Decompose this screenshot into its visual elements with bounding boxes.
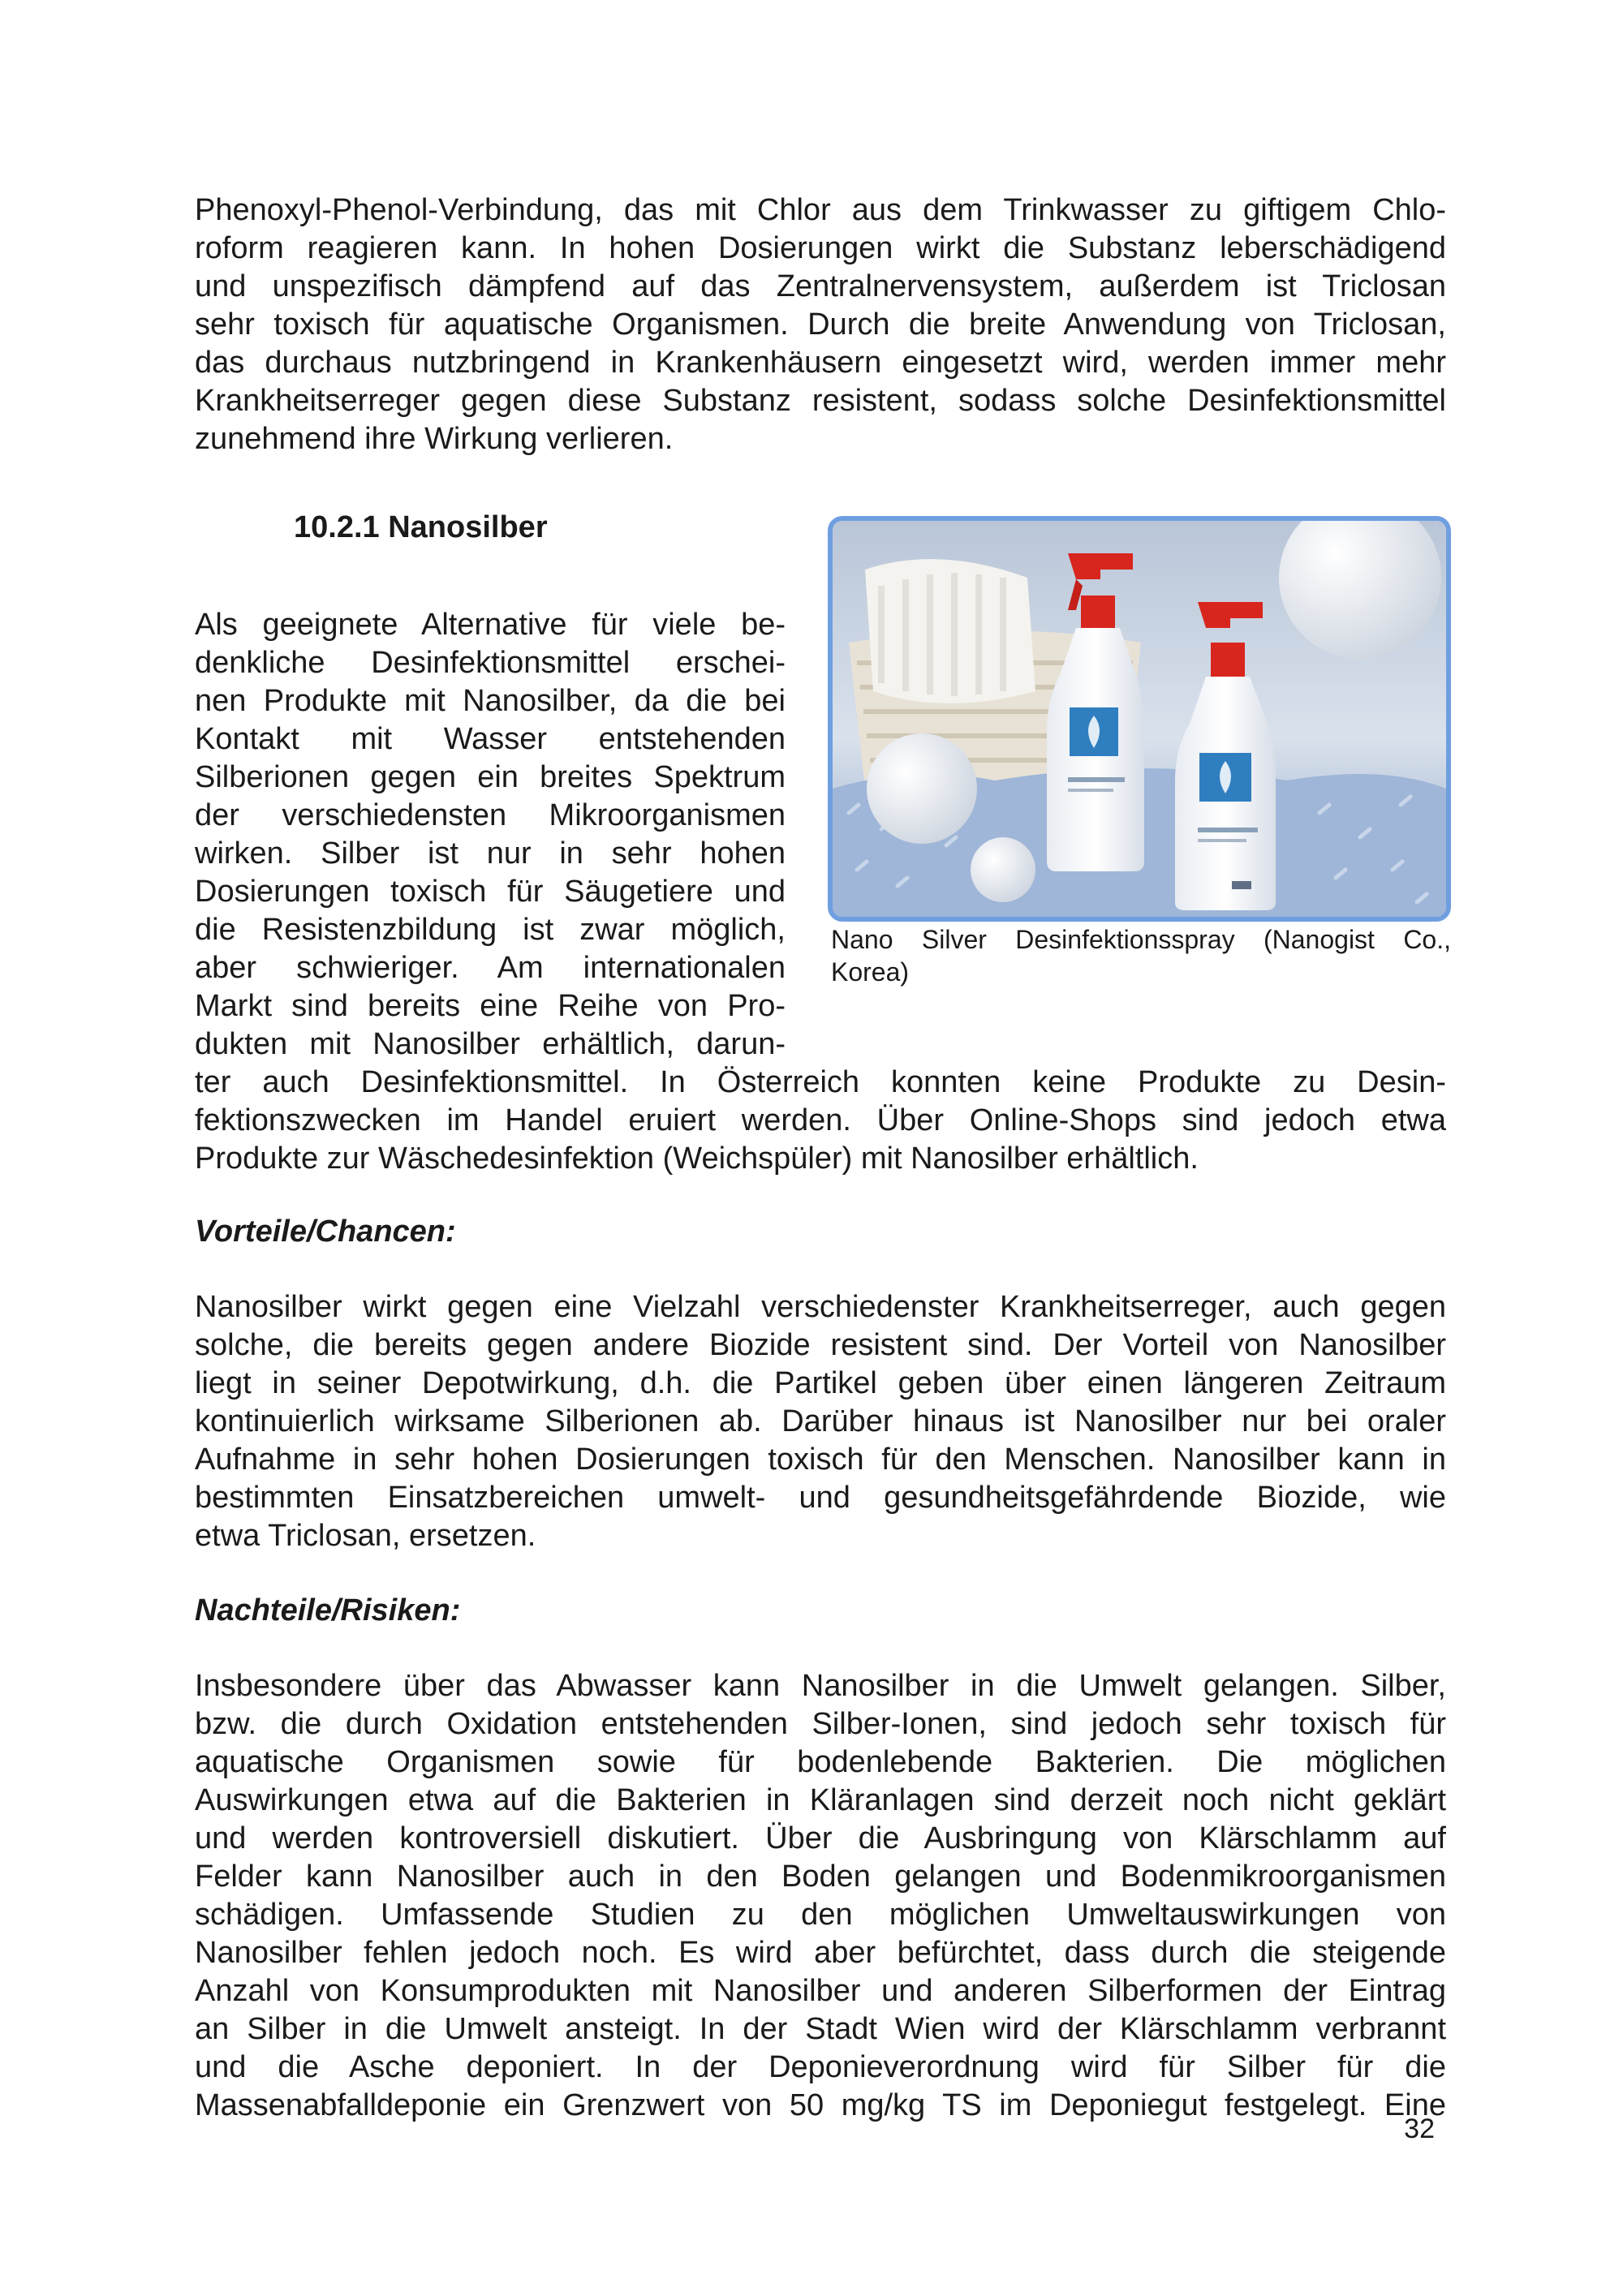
text-line: aber schwieriger. Am internationalen — [195, 951, 786, 985]
text-line: ter auch Desinfektionsmittel. In Österreich konnten keine Produkte zu Desin- — [195, 1065, 1446, 1099]
caption-line: Nano Silver Desinfektionsspray (Nanogist Co., — [831, 925, 1451, 954]
text-line: schädigen. Umfassende Studien zu den möglichen Umweltauswirkungen von — [195, 1898, 1446, 1932]
section-title: Nanosilber — [388, 510, 548, 544]
text-line: Massenabfalldeponie ein Grenzwert von 50 mg/kg TS im Deponiegut festgelegt. Eine — [195, 2088, 1446, 2122]
text-line: Aufnahme in sehr hohen Dosierungen toxisch für den Menschen. Nanosilber kann in — [195, 1443, 1446, 1477]
section-heading — [294, 509, 548, 546]
text-line: Nanosilber wirkt gegen eine Vielzahl verschiedenster Krankheitserreger, auch gegen — [195, 1290, 1446, 1324]
text-line: aquatische Organismen sowie für bodenlebende Bakterien. Die möglichen — [195, 1745, 1446, 1779]
text-line: bestimmten Einsatzbereichen umwelt- und gesundheitsgefährdende Biozide, wie — [195, 1481, 1446, 1515]
page-number: 32 — [1404, 2113, 1435, 2144]
spray-bottles-illustration — [833, 521, 1446, 917]
text-line: Anzahl von Konsumprodukten mit Nanosilber und anderen Silberformen der Eintrag — [195, 1974, 1446, 2008]
text-line: Dosierungen toxisch für Säugetiere und — [195, 875, 786, 909]
text-line: Felder kann Nanosilber auch in den Boden gelangen und Bodenmikroorganismen — [195, 1860, 1446, 1894]
text-line: nen Produkte mit Nanosilber, da die bei — [195, 684, 786, 718]
text-line: zunehmend ihre Wirkung verlieren. — [195, 422, 674, 456]
text-line: bzw. die durch Oxidation entstehenden Silber-Ionen, sind jedoch sehr toxisch für — [195, 1707, 1446, 1741]
product-photo — [828, 516, 1451, 922]
text-line: und die Asche deponiert. In der Deponieverordnung wird für Silber für die — [195, 2050, 1446, 2084]
text-line: Silberionen gegen ein breites Spektrum — [195, 760, 786, 794]
advantages-heading: Vorteile/Chancen: — [195, 1215, 456, 1249]
text-line: etwa Triclosan, ersetzen. — [195, 1519, 536, 1553]
text-line: fektionszwecken im Handel eruiert werden. Über Online-Shops sind jedoch etwa — [195, 1103, 1446, 1137]
disadvantages-heading: Nachteile/Risiken: — [195, 1593, 461, 1627]
text-line: Krankheitserreger gegen diese Substanz resistent, sodass solche Desinfektionsmittel — [195, 384, 1446, 418]
text-line: sehr toxisch für aquatische Organismen. Durch die breite Anwendung von Triclosan, — [195, 307, 1446, 342]
text-line: liegt in seiner Depotwirkung, d.h. die Partikel geben über einen längeren Zeitraum — [195, 1366, 1446, 1400]
text-line: an Silber in die Umwelt ansteigt. In der Stadt Wien wird der Klärschlamm verbrannt — [195, 2012, 1446, 2046]
text-line: der verschiedensten Mikroorganismen — [195, 798, 786, 832]
text-line: und unspezifisch dämpfend auf das Zentralnervensystem, außerdem ist Triclosan — [195, 269, 1446, 303]
text-line: Kontakt mit Wasser entstehenden — [195, 722, 786, 756]
text-line: wirken. Silber ist nur in sehr hohen — [195, 836, 786, 871]
text-line: roform reagieren kann. In hohen Dosierungen wirkt die Substanz leberschädigend — [195, 231, 1446, 265]
text-line: Produkte zur Wäschedesinfektion (Weichspüler) mit Nanosilber erhältlich. — [195, 1142, 1199, 1176]
text-line: und werden kontroversiell diskutiert. Über die Ausbringung von Klärschlamm auf — [195, 1821, 1446, 1855]
text-line: kontinuierlich wirksame Silberionen ab. Darüber hinaus ist Nanosilber nur bei oraler — [195, 1404, 1446, 1438]
text-line: Phenoxyl-Phenol-Verbindung, das mit Chlor aus dem Trinkwasser zu giftigem Chlo- — [195, 193, 1446, 227]
text-line: Insbesondere über das Abwasser kann Nanosilber in die Umwelt gelangen. Silber, — [195, 1669, 1446, 1703]
text-line: Als geeignete Alternative für viele be- — [195, 608, 786, 642]
text-line: dukten mit Nanosilber erhältlich, darun- — [195, 1027, 786, 1061]
caption-line: Korea) — [831, 957, 910, 987]
text-line: die Resistenzbildung ist zwar möglich, — [195, 913, 786, 947]
text-line: solche, die bereits gegen andere Biozide resistent sind. Der Vorteil von Nanosilber — [195, 1328, 1446, 1362]
section-number: 10.2.1 — [294, 510, 380, 544]
text-line: Nanosilber fehlen jedoch noch. Es wird aber befürchtet, dass durch die steigende — [195, 1936, 1446, 1970]
text-line: denkliche Desinfektionsmittel erschei- — [195, 646, 786, 680]
text-line: Auswirkungen etwa auf die Bakterien in Kläranlagen sind derzeit noch nicht geklärt — [195, 1783, 1446, 1817]
text-line: Markt sind bereits eine Reihe von Pro- — [195, 989, 786, 1023]
text-line: das durchaus nutzbringend in Krankenhäusern eingesetzt wird, werden immer mehr — [195, 346, 1446, 380]
